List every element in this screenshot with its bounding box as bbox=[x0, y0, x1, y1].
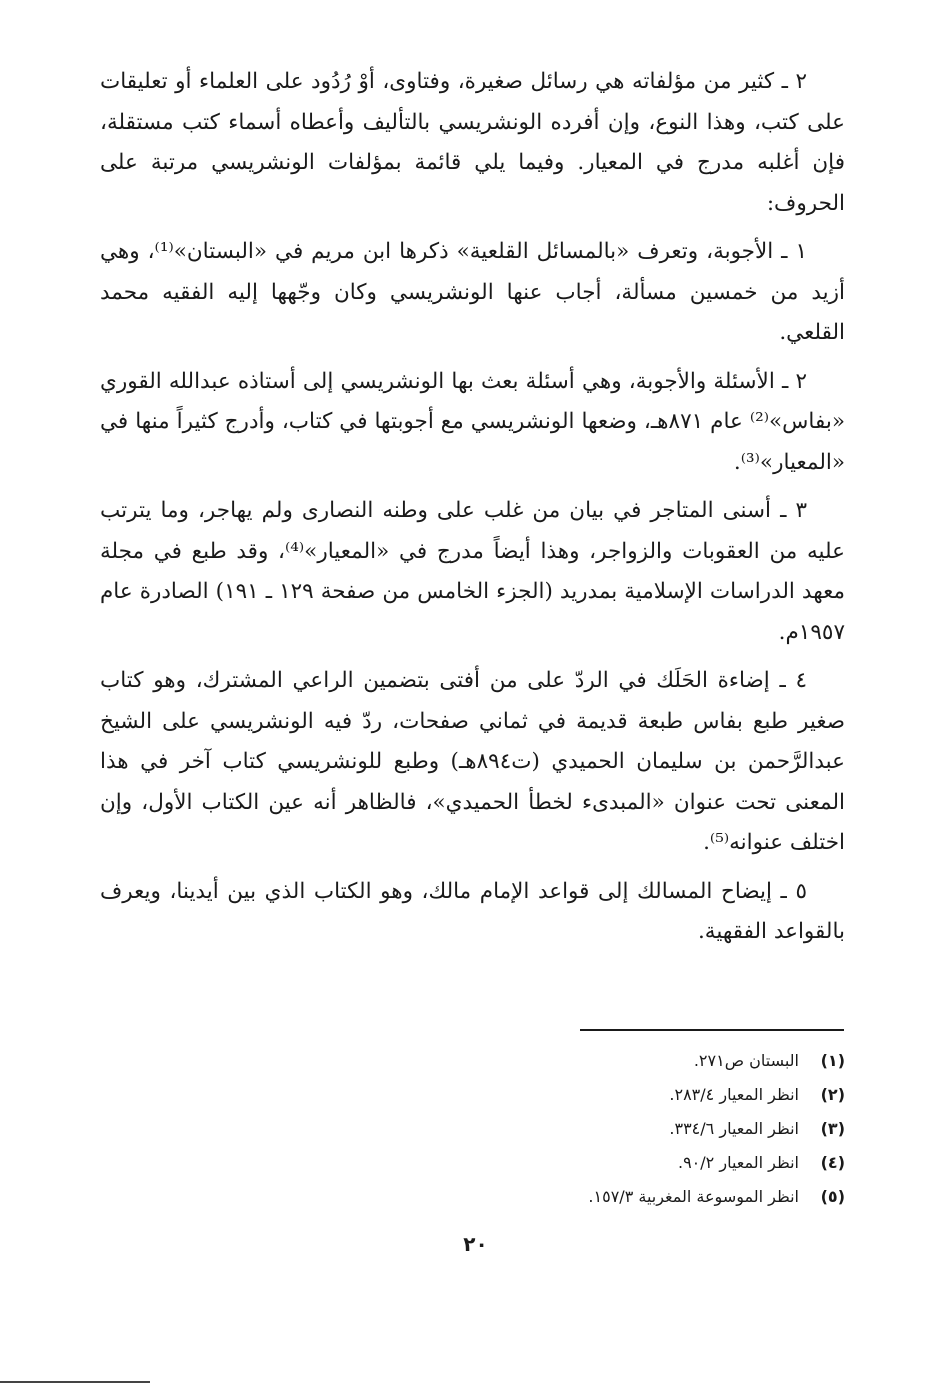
footnote-3 bbox=[300, 1112, 845, 1146]
page-number: ٢٠ bbox=[463, 1232, 488, 1256]
footnote-text: انظر المعيار ٩٠/٢. bbox=[677, 1153, 799, 1172]
paragraph-item-3: ٣ ـ أسنى المتاجر في بيان من غلب على وطنه النصارى ولم يهاجر، وما يترتب عليه من العقوبات والزواجر، وهذا أيضاً مدرج في «المعيار»⁽⁴⁾، وقد طبع في مجلة معهد الدراسات الإسلامية بمدريد (الجزء الخامس من صفحة ١٢٩ ـ ١٩١) الصادرة عام ١٩٥٧م. bbox=[100, 498, 845, 645]
footnote-1 bbox=[300, 1044, 845, 1078]
footnote-number: (٢) bbox=[820, 1085, 845, 1104]
footnote-number: (٣) bbox=[820, 1119, 845, 1138]
footnote-number: (١) bbox=[820, 1051, 845, 1070]
paragraph-item-1: ١ ـ الأجوبة، وتعرف «بالمسائل القلعية» ذكرها ابن مريم في «البستان»⁽¹⁾، وهي أزيد من خمسين مسألة، أجاب عنها الونشريسي وكان وجّهها إليه الفقيه محمد القلعي. bbox=[100, 239, 845, 345]
paragraph-intro: ٢ ـ كثير من مؤلفاته هي رسائل صغيرة، وفتاوى، أوْ رُدُود على العلماء أو تعليقات على كتب، وهذا النوع، وإن أفرده الونشريسي بالتأليف وأعطاه أسماء كتب مستقلة، فإن أغلبه مدرج في المعيار. وفيما يلي قائمة بمؤلفات الونشريسي مرتبة على الحروف: bbox=[100, 69, 845, 216]
footnote-text: انظر المعيار ٢٨٣/٤. bbox=[669, 1085, 799, 1104]
paragraph-item-4: ٤ ـ إضاءة الحَلَك في الردّ على من أفتى بتضمين الراعي المشترك، وهو كتاب صغير طبع بفاس طبعة قديمة في ثماني صفحات، ردّ فيه الونشريسي على الشيخ عبدالرَّحمن بن سليمان الحميدي (ت٨٩٤هـ) وطبع للونشريسي كتاب آخر في هذا المعنى تحت عنوان «المبدىء لخطأ الحميدي»، فالظاهر أنه عين الكتاب الأول، وإن اختلف عنوانه⁽⁵⁾. bbox=[100, 668, 846, 855]
footnote-number: (٤) bbox=[820, 1153, 845, 1172]
footnote-text: انظر الموسوعة المغربية ١٥٧/٣. bbox=[588, 1187, 799, 1206]
paragraph-item-5: ٥ ـ إيضاح المسالك إلى قواعد الإمام مالك، وهو الكتاب الذي بين أيدينا، ويعرف بالقواعد الفقهية. bbox=[100, 878, 845, 944]
footnote-divider bbox=[580, 1029, 844, 1031]
footnotes bbox=[300, 1044, 845, 1214]
paragraph-item-2: ٢ ـ الأسئلة والأجوبة، وهي أسئلة بعث بها الونشريسي إلى أستاذه عبدالله القوري «بفاس»⁽²⁾ عام ٨٧١هـ، وضعها الونشريسي مع أجوبتها في كتاب، وأدرج كثيراً منها في «المعيار»⁽³⁾. bbox=[100, 368, 845, 475]
footnote-4 bbox=[300, 1146, 845, 1180]
footnote-text: انظر المعيار ٣٣٤/٦. bbox=[669, 1119, 799, 1138]
scan-edge-line bbox=[0, 1381, 150, 1383]
footnote-text: البستان ص٢٧١. bbox=[693, 1051, 799, 1070]
footnote-5 bbox=[300, 1180, 845, 1214]
footnote-number: (٥) bbox=[820, 1187, 845, 1206]
main-text bbox=[100, 62, 845, 961]
footnote-2 bbox=[300, 1078, 845, 1112]
